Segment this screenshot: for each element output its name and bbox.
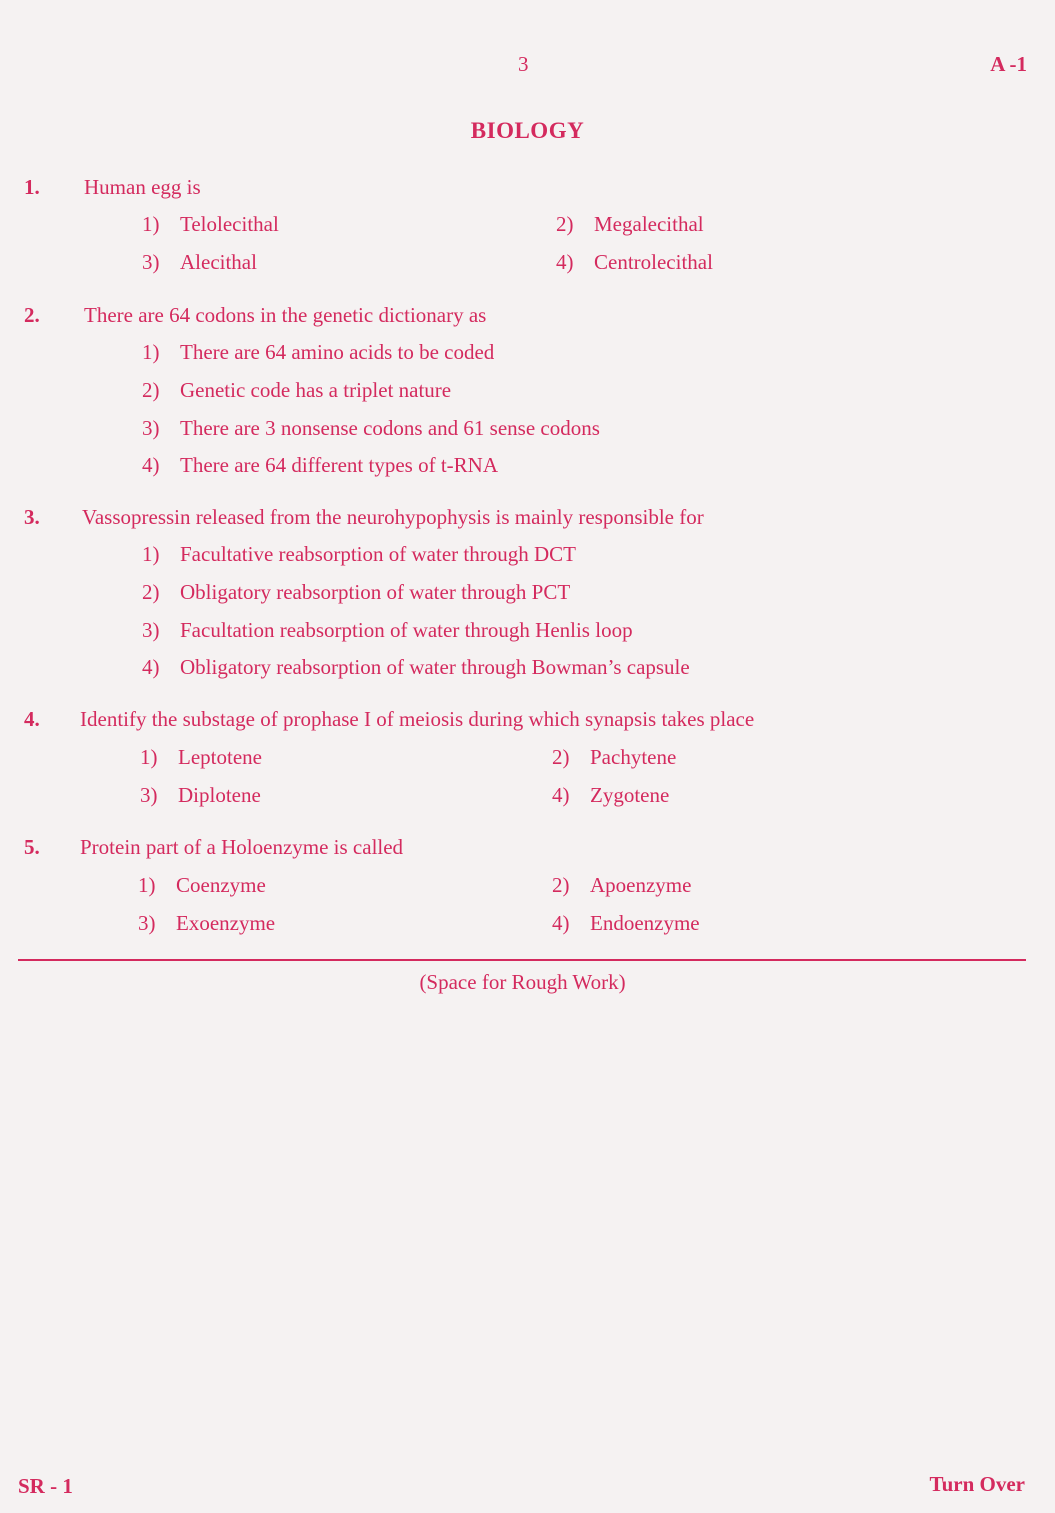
question-number: 1. xyxy=(24,175,40,199)
option xyxy=(552,873,691,898)
option-number: 3) xyxy=(142,416,160,440)
option-text: Facultation reabsorption of water through Henlis loop xyxy=(180,618,633,642)
question-number: 2. xyxy=(24,303,40,327)
option xyxy=(556,212,704,237)
option xyxy=(552,911,700,936)
option-text: Obligatory reabsorption of water through PCT xyxy=(180,580,571,604)
option-number: 1) xyxy=(142,542,160,566)
divider-line xyxy=(18,959,1026,961)
option-number: 2) xyxy=(142,378,160,402)
option-number: 4) xyxy=(552,783,570,807)
option-text: Coenzyme xyxy=(176,873,266,897)
option xyxy=(142,618,633,643)
option-number: 2) xyxy=(552,873,570,897)
option-number: 2) xyxy=(552,745,570,769)
option-text: Genetic code has a triplet nature xyxy=(180,378,452,402)
option-text: Endoenzyme xyxy=(590,911,700,935)
option xyxy=(142,542,576,567)
question-text: Vassopressin released from the neurohypophysis is mainly responsible for xyxy=(82,505,704,529)
option xyxy=(556,250,713,275)
option-number: 1) xyxy=(140,745,158,769)
option-text: There are 64 amino acids to be coded xyxy=(180,340,495,364)
question-text: Identify the substage of prophase I of meiosis during which synapsis takes place xyxy=(80,707,755,731)
option xyxy=(142,378,451,403)
option xyxy=(142,212,279,237)
footer-series-code: SR - 1 xyxy=(18,1474,73,1498)
option xyxy=(142,453,498,478)
option-text: Centrolecithal xyxy=(594,250,713,274)
question-text: Protein part of a Holoenzyme is called xyxy=(80,835,404,859)
option-text: Alecithal xyxy=(180,250,257,274)
rough-work-label: (Space for Rough Work) xyxy=(419,970,626,994)
question-text: There are 64 codons in the genetic dictionary as xyxy=(84,303,487,327)
option-number: 1) xyxy=(142,340,160,364)
page-number: 3 xyxy=(518,52,529,76)
option xyxy=(142,580,570,605)
option xyxy=(552,745,676,770)
option xyxy=(142,250,257,275)
option xyxy=(140,783,261,808)
option-number: 3) xyxy=(138,911,156,935)
option-text: Apoenzyme xyxy=(590,873,692,897)
option-number: 4) xyxy=(552,911,570,935)
option-text: Facultative reabsorption of water through DCT xyxy=(180,542,576,566)
question-number: 3. xyxy=(24,505,40,529)
option-number: 1) xyxy=(142,212,160,236)
option xyxy=(140,745,262,770)
option-text: Megalecithal xyxy=(594,212,704,236)
option xyxy=(138,873,266,898)
option xyxy=(142,340,494,365)
option-number: 2) xyxy=(556,212,574,236)
option-text: There are 64 different types of t-RNA xyxy=(180,453,498,477)
option-number: 4) xyxy=(556,250,574,274)
option xyxy=(142,416,600,441)
set-code: A -1 xyxy=(990,52,1027,76)
option-text: Pachytene xyxy=(590,745,677,769)
option-number: 4) xyxy=(142,655,160,679)
option-number: 3) xyxy=(142,618,160,642)
option-number: 4) xyxy=(142,453,160,477)
option-number: 3) xyxy=(142,250,160,274)
option xyxy=(552,783,669,808)
question-text: Human egg is xyxy=(84,175,201,199)
option-number: 2) xyxy=(142,580,160,604)
option-text: Exoenzyme xyxy=(176,911,276,935)
option-number: 3) xyxy=(140,783,158,807)
question-number: 5. xyxy=(24,835,40,859)
option-text: Telolecithal xyxy=(180,212,279,236)
option-text: There are 3 nonsense codons and 61 sense codons xyxy=(180,416,600,440)
option xyxy=(142,655,690,680)
option-number: 1) xyxy=(138,873,156,897)
option-text: Diplotene xyxy=(178,783,261,807)
subject-title: BIOLOGY xyxy=(470,118,585,143)
option xyxy=(138,911,275,936)
option-text: Leptotene xyxy=(178,745,262,769)
question-number: 4. xyxy=(24,707,40,731)
option-text: Obligatory reabsorption of water through Bowman’s capsule xyxy=(180,655,690,679)
option-text: Zygotene xyxy=(590,783,670,807)
footer-turn-over: Turn Over xyxy=(929,1472,1025,1496)
